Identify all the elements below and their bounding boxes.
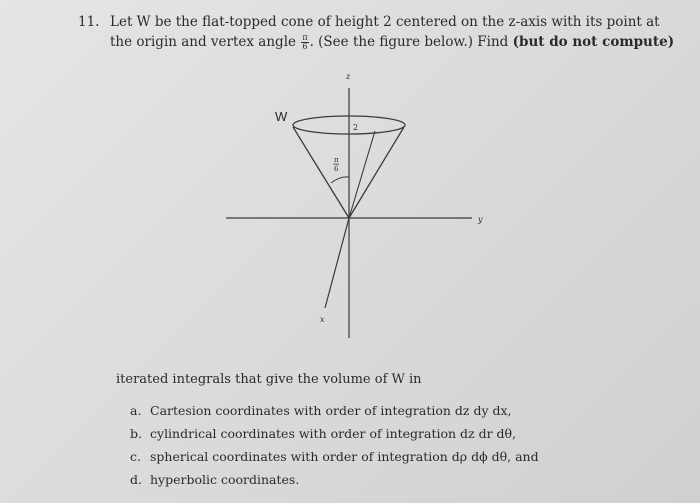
cone-left-side (293, 127, 349, 218)
height-label: 2 (353, 123, 359, 132)
part-text: cylindrical coordinates with order of integration dz dr dθ, (150, 426, 517, 441)
question-parts-list (130, 399, 539, 491)
angle-label-denominator: 6 (334, 165, 339, 173)
vertex-angle-denominator: 6 (302, 42, 308, 51)
region-label-w: W (275, 109, 288, 124)
question-intro: iterated integrals that give the volume of W in (116, 372, 422, 387)
cone-right-side (349, 127, 404, 218)
problem-number: 11. (78, 14, 100, 30)
part-text: hyperbolic coordinates. (150, 472, 300, 487)
problem-line-1-text: Let W be the flat-topped cone of height 2 centered on the z-axis with its point at (110, 14, 660, 30)
part-text: Cartesion coordinates with order of integration dz dy dx, (150, 403, 512, 418)
angle-label-numerator: π (334, 156, 339, 164)
problem-line-2-text-a: the origin and vertex angle (110, 34, 297, 50)
z-axis-label: z (346, 72, 351, 81)
part-label: a. (130, 403, 142, 418)
part-label: c. (130, 449, 141, 464)
list-item (130, 399, 539, 422)
x-axis-line (325, 218, 349, 308)
x-axis-label: x (320, 315, 325, 324)
part-label: d. (130, 472, 142, 487)
list-item (130, 468, 539, 491)
part-label: b. (130, 426, 142, 441)
part-text: spherical coordinates with order of integration dρ dϕ dθ, and (150, 449, 539, 464)
problem-line-2-bold: (but do not compute) (512, 34, 675, 50)
cone-inner-line (349, 131, 375, 218)
y-axis-label: y (478, 215, 483, 224)
vertex-angle-numerator: π (302, 33, 308, 42)
vertex-angle-arc (331, 177, 349, 183)
problem-line-2-text-b: . (See the figure below.) Find (309, 34, 509, 50)
list-item (130, 445, 539, 468)
list-item (130, 422, 539, 445)
